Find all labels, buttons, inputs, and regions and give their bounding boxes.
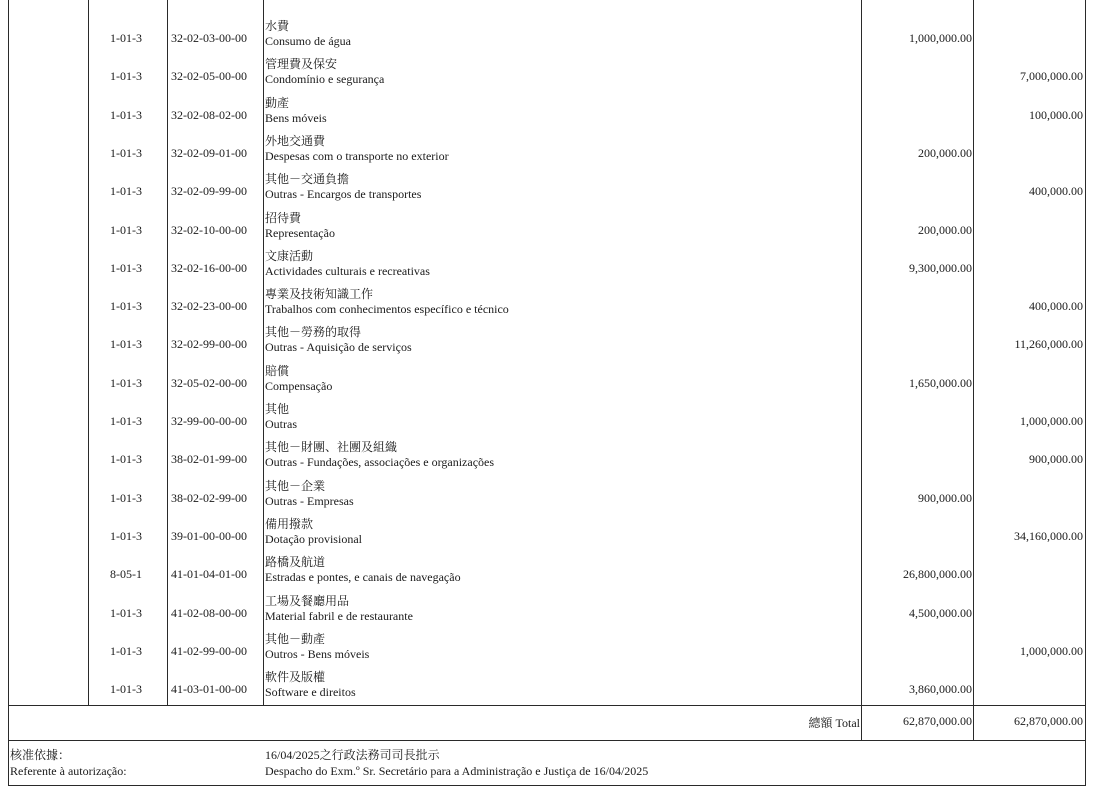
table-row xyxy=(0,211,1085,249)
amount-debit: 26,800,000.00 xyxy=(903,567,972,582)
account-code: 32-02-05-00-00 xyxy=(171,69,247,84)
description-pt: Dotação provisional xyxy=(265,531,362,546)
total-label: 總額 Total xyxy=(808,716,860,730)
economic-class: 1-01-3 xyxy=(110,643,142,658)
description-zh: 軟件及版權 xyxy=(265,670,326,685)
account-description xyxy=(265,57,384,87)
description-pt: Actividades culturais e recreativas xyxy=(265,263,430,278)
description-pt: Outras - Fundações, associações e organizações xyxy=(265,455,495,470)
footer-text-zh: 16/04/2025之行政法務司司長批示 xyxy=(265,748,440,762)
account-code: 32-02-16-00-00 xyxy=(171,260,247,275)
description-pt: Compensação xyxy=(265,378,333,393)
total-debit: 62,870,000.00 xyxy=(903,714,972,728)
account-code: 32-02-08-02-00 xyxy=(171,107,247,122)
economic-class: 1-01-3 xyxy=(110,375,142,390)
footer-text-pt: Despacho do Exm.º Sr. Secretário para a Administração e Justiça de 16/04/2025 xyxy=(265,764,649,778)
account-description xyxy=(265,479,354,509)
account-code: 41-03-01-00-00 xyxy=(171,682,247,697)
account-description xyxy=(265,19,351,49)
economic-class: 1-01-3 xyxy=(110,31,142,45)
description-zh: 外地交通費 xyxy=(265,133,326,148)
account-description xyxy=(265,134,449,164)
account-code: 41-02-08-00-00 xyxy=(171,605,247,620)
description-zh: 管理費及保安 xyxy=(265,57,338,72)
footer-label xyxy=(10,747,127,779)
account-code: 41-02-99-00-00 xyxy=(171,643,247,658)
footer-authorization xyxy=(265,747,648,779)
table-row xyxy=(0,670,1085,708)
account-code: 32-02-23-00-00 xyxy=(171,299,247,314)
account-code: 32-02-03-00-00 xyxy=(171,31,247,45)
table-row xyxy=(0,402,1085,440)
amount-credit: 11,260,000.00 xyxy=(1014,337,1083,352)
economic-class: 1-01-3 xyxy=(110,145,142,160)
economic-class: 1-01-3 xyxy=(110,69,142,84)
amount-debit: 900,000.00 xyxy=(918,490,972,505)
account-code: 32-02-10-00-00 xyxy=(171,222,247,237)
description-zh: 賠償 xyxy=(265,363,290,378)
account-description xyxy=(265,364,332,394)
table-row xyxy=(0,479,1085,517)
description-pt: Software e direitos xyxy=(265,685,356,700)
table-row xyxy=(0,96,1085,134)
total-credit: 62,870,000.00 xyxy=(1014,714,1083,728)
economic-class: 1-01-3 xyxy=(110,490,142,505)
footer-label-pt: Referente à autorização: xyxy=(10,764,127,778)
account-description xyxy=(265,249,430,279)
amount-credit: 100,000.00 xyxy=(1029,107,1083,122)
account-description xyxy=(265,670,356,700)
account-description xyxy=(265,594,413,624)
table-row xyxy=(0,172,1085,210)
economic-class: 1-01-3 xyxy=(110,260,142,275)
description-zh: 工場及餐廳用品 xyxy=(265,593,350,608)
description-zh: 專業及技術知識工作 xyxy=(265,287,374,302)
account-description xyxy=(265,172,421,202)
description-zh: 其他－交通負擔 xyxy=(265,172,350,187)
table-rule xyxy=(8,740,1086,741)
table-row xyxy=(0,134,1085,172)
description-zh: 招待費 xyxy=(265,210,302,225)
amount-debit: 200,000.00 xyxy=(918,222,972,237)
description-pt: Trabalhos com conhecimentos específico e técnico xyxy=(265,302,509,317)
table-border-right xyxy=(1085,0,1086,786)
description-pt: Estradas e pontes, e canais de navegação xyxy=(265,570,461,585)
amount-debit: 1,000,000.00 xyxy=(909,31,972,45)
economic-class: 1-01-3 xyxy=(110,682,142,697)
account-code: 32-05-02-00-00 xyxy=(171,375,247,390)
amount-debit: 9,300,000.00 xyxy=(909,260,972,275)
footer-label-zh: 核准依據： xyxy=(10,748,71,762)
account-code: 32-02-09-01-00 xyxy=(171,145,247,160)
amount-credit: 400,000.00 xyxy=(1029,299,1083,314)
description-pt: Material fabril e de restaurante xyxy=(265,608,413,623)
description-pt: Despesas com o transporte no exterior xyxy=(265,148,449,163)
amount-debit: 200,000.00 xyxy=(918,145,972,160)
amount-credit: 1,000,000.00 xyxy=(1020,643,1083,658)
description-zh: 路橋及航道 xyxy=(265,555,326,570)
account-description xyxy=(265,287,509,317)
economic-class: 1-01-3 xyxy=(110,299,142,314)
account-code: 32-02-99-00-00 xyxy=(171,337,247,352)
description-pt: Condomínio e segurança xyxy=(265,72,385,87)
table-row xyxy=(0,57,1085,95)
economic-class: 1-01-3 xyxy=(110,605,142,620)
description-zh: 文康活動 xyxy=(265,248,314,263)
amount-credit: 34,160,000.00 xyxy=(1014,528,1083,543)
table-rule xyxy=(8,785,1086,786)
description-pt: Outras - Empresas xyxy=(265,493,354,508)
table-row xyxy=(0,594,1085,632)
amount-credit: 900,000.00 xyxy=(1029,452,1083,467)
account-description xyxy=(265,440,494,470)
account-description xyxy=(265,402,297,432)
description-zh: 水費 xyxy=(265,19,290,33)
account-description xyxy=(265,555,461,585)
account-code: 32-99-00-00-00 xyxy=(171,414,247,428)
table-row xyxy=(0,517,1085,555)
description-zh: 動產 xyxy=(265,95,290,110)
economic-class: 1-01-3 xyxy=(110,184,142,199)
economic-class: 1-01-3 xyxy=(110,222,142,237)
amount-credit: 400,000.00 xyxy=(1029,184,1083,199)
account-description xyxy=(265,96,327,126)
amount-credit: 7,000,000.00 xyxy=(1020,69,1083,84)
description-pt: Outras - Aquisição de serviços xyxy=(265,340,412,355)
account-code: 41-01-04-01-00 xyxy=(171,567,247,582)
table-row xyxy=(0,364,1085,402)
description-zh: 其他 xyxy=(265,402,290,416)
economic-class: 1-01-3 xyxy=(110,414,142,428)
amount-debit: 1,650,000.00 xyxy=(909,375,972,390)
amount-credit: 1,000,000.00 xyxy=(1020,414,1083,428)
account-code: 32-02-09-99-00 xyxy=(171,184,247,199)
table-row xyxy=(0,287,1085,325)
description-zh: 備用撥款 xyxy=(265,516,314,531)
table-row xyxy=(0,325,1085,363)
table-row xyxy=(0,249,1085,287)
amount-debit: 3,860,000.00 xyxy=(909,682,972,697)
description-pt: Consumo de água xyxy=(265,34,351,48)
table-row xyxy=(0,19,1085,57)
description-pt: Outras - Encargos de transportes xyxy=(265,187,422,202)
description-pt: Outros - Bens móveis xyxy=(265,646,370,661)
table-row xyxy=(0,440,1085,478)
description-pt: Outras xyxy=(265,417,297,431)
amount-debit: 4,500,000.00 xyxy=(909,605,972,620)
account-description xyxy=(265,632,369,662)
description-zh: 其他－動產 xyxy=(265,631,326,646)
account-description xyxy=(265,211,335,241)
account-code: 38-02-02-99-00 xyxy=(171,490,247,505)
description-zh: 其他－勞務的取得 xyxy=(265,325,362,340)
account-description xyxy=(265,517,362,547)
table-row xyxy=(0,632,1085,670)
description-pt: Representação xyxy=(265,225,335,240)
description-zh: 其他－企業 xyxy=(265,478,326,493)
account-description xyxy=(265,325,412,355)
economic-class: 1-01-3 xyxy=(110,107,142,122)
economic-class: 1-01-3 xyxy=(110,528,142,543)
account-code: 39-01-00-00-00 xyxy=(171,528,247,543)
economic-class: 8-05-1 xyxy=(110,567,142,582)
table-row xyxy=(0,555,1085,593)
economic-class: 1-01-3 xyxy=(110,337,142,352)
economic-class: 1-01-3 xyxy=(110,452,142,467)
description-zh: 其他－財團、社團及組織 xyxy=(265,440,398,455)
description-pt: Bens móveis xyxy=(265,110,327,125)
account-code: 38-02-01-99-00 xyxy=(171,452,247,467)
